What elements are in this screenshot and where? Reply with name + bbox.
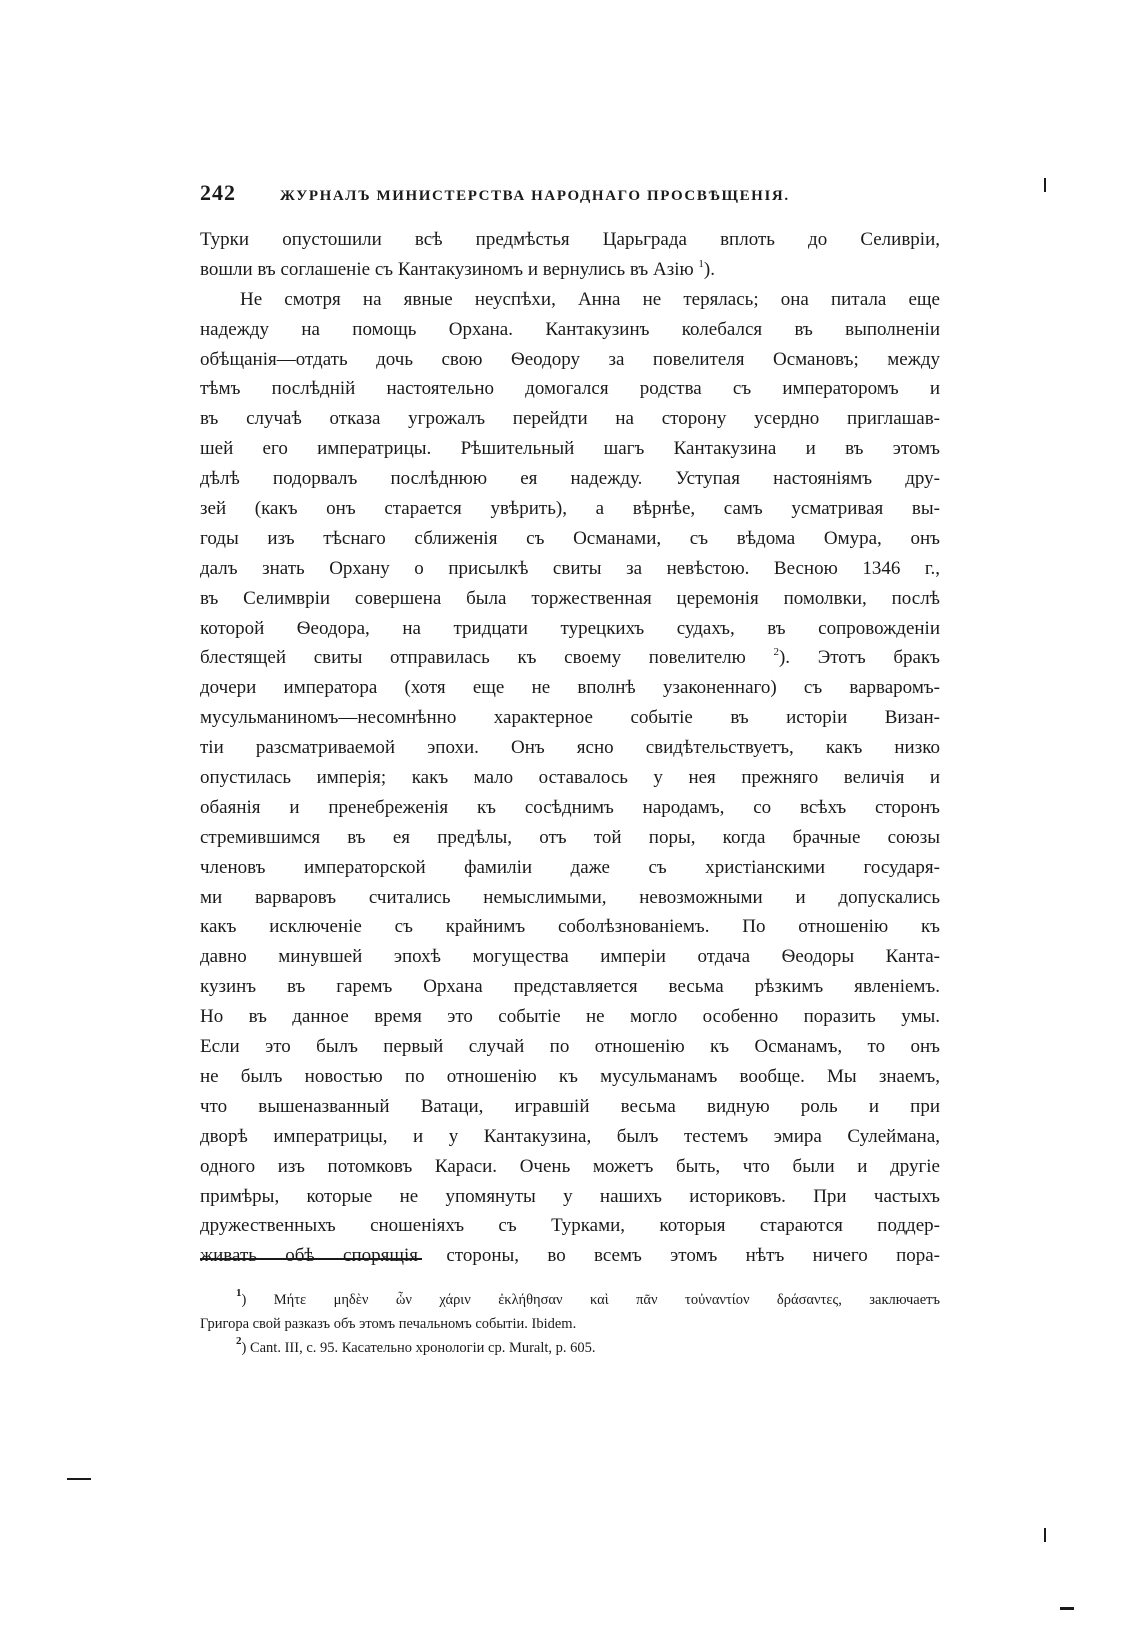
footnote-reference: 1: [698, 257, 704, 270]
footnote-2-marker: 2: [236, 1336, 242, 1347]
text-line: тіи разсматриваемой эпохи. Онъ ясно свидѣтельствуетъ, какъ низко: [200, 737, 940, 759]
text-line: годы изъ тѣснаго сближенія съ Османами, съ вѣдома Омура, онъ: [200, 527, 940, 549]
text-line-close: ).: [703, 258, 715, 280]
footnote-1-marker: 1: [236, 1288, 242, 1299]
text-line: тѣмъ послѣдній настоятельно домогался родства съ императоромъ и: [200, 378, 940, 400]
text-line-content: блестящей свиты отправилась къ своему повелителю: [200, 647, 746, 669]
text-line: мусульманиномъ—несомнѣнно характерное событіе въ исторіи Визан-: [200, 707, 940, 729]
footnote-divider: [200, 1258, 422, 1260]
text-line: надежду на помощь Орхана. Кантакузинъ колебался въ выполненіи: [200, 318, 940, 340]
text-line: [200, 643, 940, 673]
text-line: кузинъ въ гаремъ Орхана представляется весьма рѣзкимъ явленіемъ.: [200, 976, 940, 998]
footnote-1-text: ) Μήτε μηδὲν ὧν χάριν ἐκλήθησαν καὶ πᾶν τοὐναντίον δράσαντες, заключаетъ: [241, 1292, 940, 1308]
text-line: опустилась имперія; какъ мало оставалось у нея прежняго величія и: [200, 767, 940, 789]
text-line: шей его императрицы. Рѣшительный шагъ Кантакузина и въ этомъ: [200, 438, 940, 460]
scan-margin-mark: [67, 1478, 91, 1480]
text-line: примѣры, которые не упомянуты у нашихъ историковъ. При частыхъ: [200, 1185, 940, 1207]
text-line: стремившимся въ ея предѣлы, отъ той поры, когда брачные союзы: [200, 826, 940, 848]
text-line: Не смотря на явные неуспѣхи, Анна не терялась; она питала еще: [240, 288, 940, 310]
footnote-2: [200, 1336, 940, 1360]
page-header: [200, 180, 940, 206]
text-line: членовъ императорской фамиліи даже съ христіанскими государя-: [200, 856, 940, 878]
footnote-1-continued: Григора свой разказъ объ этомъ печальномъ событіи. Ibidem.: [200, 1316, 577, 1332]
text-line: какъ исключеніе съ крайнимъ соболѣзнованіемъ. По отношенію къ: [200, 916, 940, 938]
footnotes: [200, 1288, 940, 1360]
text-line: живать обѣ спорящія стороны, во всемъ этомъ нѣтъ ничего пора-: [200, 1245, 940, 1267]
footnote-reference: 2: [773, 646, 779, 659]
text-line: обѣщанія—отдать дочь свою Ѳеодору за повелителя Османовъ; между: [200, 348, 940, 370]
page-number: 242: [200, 180, 236, 205]
text-line: далъ знать Орхану о присылкѣ свиты за невѣстою. Весною 1346 г.,: [200, 557, 940, 579]
text-line: [200, 255, 940, 285]
scan-margin-mark: [1044, 1528, 1046, 1542]
text-line: дворѣ императрицы, и у Кантакузина, былъ тестемъ эмира Сулеймана,: [200, 1125, 940, 1147]
text-line: обаянія и пренебреженія къ сосѣднимъ народамъ, со всѣхъ сторонъ: [200, 796, 940, 818]
text-line: Если это былъ первый случай по отношенію къ Османамъ, то онъ: [200, 1036, 940, 1058]
body-text: [200, 225, 940, 1271]
running-head: ЖУРНАЛЪ МИНИСТЕРСТВА НАРОДНАГО ПРОСВѢЩЕНІЯ.: [280, 188, 790, 204]
text-line: въ случаѣ отказа угрожалъ перейдти на сторону усердно приглашав-: [200, 408, 940, 430]
text-line: ми варваровъ считались немыслимыми, невозможными и допускались: [200, 886, 940, 908]
text-line: давно минувшей эпохѣ могущества имперіи отдача Ѳеодоры Канта-: [200, 946, 940, 968]
text-line: дѣлѣ подорвалъ послѣднюю ея надежду. Уступая настояніямъ дру-: [200, 468, 940, 490]
text-line-content: вошли въ соглашеніе съ Кантакузиномъ и вернулись въ Азію: [200, 258, 694, 280]
text-line: зей (какъ онъ старается увѣрить), а вѣрнѣе, самъ усматривая вы-: [200, 498, 940, 520]
text-line: Турки опустошили всѣ предмѣстья Царьграда вплоть до Селивріи,: [200, 229, 940, 250]
scan-margin-mark: [1060, 1607, 1074, 1610]
text-line: Но въ данное время это событіе не могло особенно поразить умы.: [200, 1006, 940, 1028]
text-line: дочери императора (хотя еще не вполнѣ узаконеннаго) съ варваромъ-: [200, 677, 940, 699]
text-line: одного изъ потомковъ Караси. Очень можетъ быть, что были и другіе: [200, 1155, 940, 1177]
text-line: дружественныхъ сношеніяхъ съ Турками, которыя стараются поддер-: [200, 1215, 940, 1237]
footnote-2-text: ) Cant. III, c. 95. Касательно хронологіи ср. Muralt, p. 605.: [241, 1340, 596, 1356]
text-line: въ Селимвріи совершена была торжественная церемонія помолвки, послѣ: [200, 587, 940, 609]
text-line: что вышеназванный Ватаци, игравшій весьма видную роль и при: [200, 1095, 940, 1117]
text-line: которой Ѳеодора, на тридцати турецкихъ судахъ, въ сопровожденіи: [200, 617, 940, 639]
text-line-tail: ). Этотъ бракъ: [778, 647, 940, 669]
footnote-1: [200, 1288, 940, 1312]
text-line: не былъ новостью по отношенію къ мусульманамъ вообще. Мы знаемъ,: [200, 1065, 940, 1087]
scan-margin-mark: [1044, 178, 1046, 192]
